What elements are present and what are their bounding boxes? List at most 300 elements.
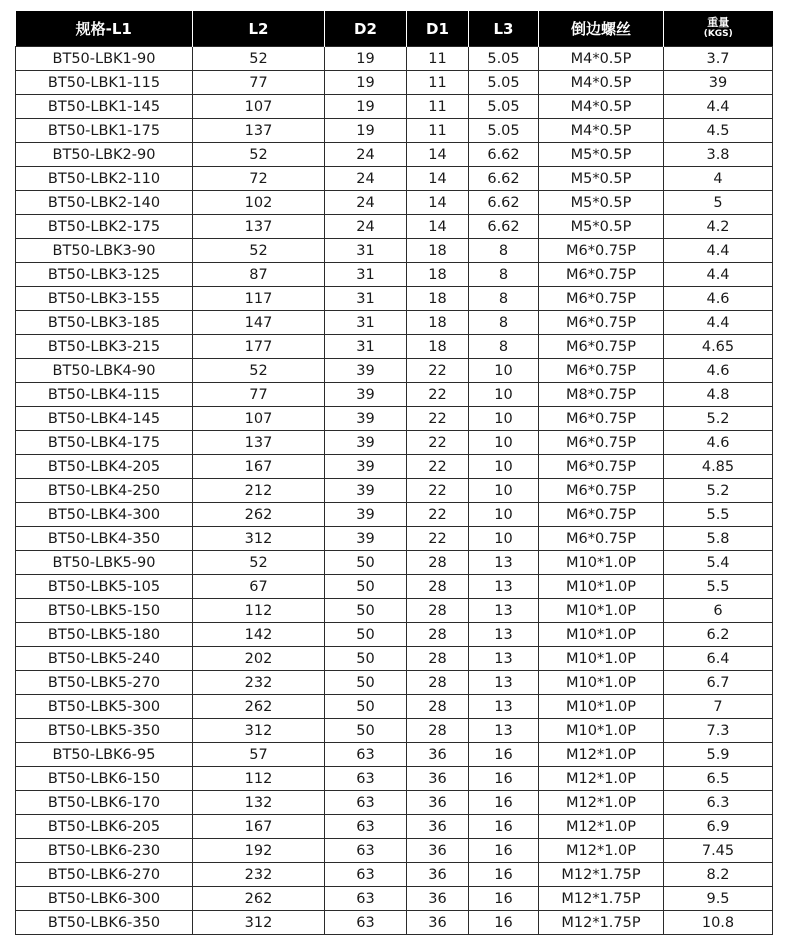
cell-d2: 39 — [325, 527, 407, 551]
cell-screw: M6*0.75P — [539, 311, 664, 335]
cell-d2: 63 — [325, 887, 407, 911]
cell-screw: M5*0.5P — [539, 215, 664, 239]
cell-l2: 52 — [193, 239, 325, 263]
cell-screw: M4*0.5P — [539, 71, 664, 95]
cell-l2: 312 — [193, 911, 325, 935]
cell-l2: 202 — [193, 647, 325, 671]
cell-weight: 39 — [664, 71, 773, 95]
table-row — [16, 527, 773, 551]
table-row — [16, 599, 773, 623]
cell-d1: 22 — [407, 455, 469, 479]
table-row — [16, 47, 773, 71]
cell-d2: 63 — [325, 863, 407, 887]
cell-weight: 10.8 — [664, 911, 773, 935]
header-row — [16, 11, 773, 47]
cell-weight: 5.2 — [664, 407, 773, 431]
cell-d2: 19 — [325, 119, 407, 143]
table-row — [16, 623, 773, 647]
cell-d1: 28 — [407, 719, 469, 743]
cell-weight: 4.8 — [664, 383, 773, 407]
cell-l3: 8 — [469, 335, 539, 359]
cell-model: BT50-LBK4-90 — [16, 359, 193, 383]
cell-d2: 39 — [325, 383, 407, 407]
cell-l3: 13 — [469, 671, 539, 695]
table-row — [16, 263, 773, 287]
cell-screw: M6*0.75P — [539, 335, 664, 359]
cell-l3: 5.05 — [469, 47, 539, 71]
cell-weight: 5.2 — [664, 479, 773, 503]
cell-l3: 16 — [469, 815, 539, 839]
cell-l2: 262 — [193, 887, 325, 911]
cell-d1: 22 — [407, 527, 469, 551]
cell-d1: 18 — [407, 263, 469, 287]
cell-weight: 3.7 — [664, 47, 773, 71]
cell-l2: 232 — [193, 671, 325, 695]
cell-d1: 22 — [407, 383, 469, 407]
cell-weight: 5.4 — [664, 551, 773, 575]
cell-screw: M12*1.0P — [539, 743, 664, 767]
table-row — [16, 647, 773, 671]
cell-d2: 50 — [325, 647, 407, 671]
cell-l3: 8 — [469, 287, 539, 311]
cell-l3: 13 — [469, 719, 539, 743]
cell-screw: M12*1.75P — [539, 863, 664, 887]
cell-screw: M12*1.0P — [539, 839, 664, 863]
cell-model: BT50-LBK6-95 — [16, 743, 193, 767]
table-row — [16, 503, 773, 527]
table-row — [16, 767, 773, 791]
cell-model: BT50-LBK5-270 — [16, 671, 193, 695]
cell-l3: 13 — [469, 599, 539, 623]
cell-weight: 4.85 — [664, 455, 773, 479]
spec-table-container — [15, 11, 772, 935]
cell-d1: 14 — [407, 191, 469, 215]
cell-d2: 63 — [325, 743, 407, 767]
cell-screw: M6*0.75P — [539, 239, 664, 263]
cell-d1: 36 — [407, 791, 469, 815]
cell-d2: 50 — [325, 551, 407, 575]
header-model-l1: 规格-L1 — [16, 11, 193, 47]
cell-d1: 14 — [407, 167, 469, 191]
cell-d2: 19 — [325, 47, 407, 71]
cell-weight: 3.8 — [664, 143, 773, 167]
cell-d1: 28 — [407, 599, 469, 623]
cell-weight: 7.45 — [664, 839, 773, 863]
cell-l3: 8 — [469, 263, 539, 287]
cell-d1: 36 — [407, 911, 469, 935]
cell-weight: 6.5 — [664, 767, 773, 791]
cell-l2: 77 — [193, 71, 325, 95]
table-row — [16, 95, 773, 119]
cell-d1: 22 — [407, 407, 469, 431]
cell-model: BT50-LBK1-145 — [16, 95, 193, 119]
cell-screw: M4*0.5P — [539, 119, 664, 143]
cell-model: BT50-LBK6-300 — [16, 887, 193, 911]
table-row — [16, 287, 773, 311]
cell-l3: 13 — [469, 647, 539, 671]
cell-l3: 16 — [469, 887, 539, 911]
cell-l3: 6.62 — [469, 167, 539, 191]
cell-model: BT50-LBK6-170 — [16, 791, 193, 815]
cell-weight: 4.6 — [664, 431, 773, 455]
cell-l2: 232 — [193, 863, 325, 887]
cell-d2: 31 — [325, 311, 407, 335]
cell-l2: 102 — [193, 191, 325, 215]
cell-d2: 39 — [325, 503, 407, 527]
cell-d2: 50 — [325, 719, 407, 743]
cell-l2: 312 — [193, 527, 325, 551]
cell-l3: 6.62 — [469, 191, 539, 215]
table-row — [16, 863, 773, 887]
table-row — [16, 407, 773, 431]
cell-weight: 8.2 — [664, 863, 773, 887]
table-row — [16, 791, 773, 815]
cell-l3: 13 — [469, 695, 539, 719]
cell-l3: 10 — [469, 479, 539, 503]
cell-l3: 10 — [469, 383, 539, 407]
cell-l2: 167 — [193, 815, 325, 839]
cell-model: BT50-LBK6-230 — [16, 839, 193, 863]
cell-d2: 39 — [325, 431, 407, 455]
cell-model: BT50-LBK4-350 — [16, 527, 193, 551]
cell-l2: 262 — [193, 695, 325, 719]
cell-d1: 36 — [407, 887, 469, 911]
cell-model: BT50-LBK1-115 — [16, 71, 193, 95]
table-row — [16, 671, 773, 695]
cell-model: BT50-LBK2-140 — [16, 191, 193, 215]
cell-d2: 50 — [325, 623, 407, 647]
cell-model: BT50-LBK4-175 — [16, 431, 193, 455]
cell-model: BT50-LBK5-240 — [16, 647, 193, 671]
cell-l3: 10 — [469, 407, 539, 431]
cell-d1: 22 — [407, 359, 469, 383]
cell-l2: 52 — [193, 47, 325, 71]
cell-l2: 72 — [193, 167, 325, 191]
cell-l2: 137 — [193, 431, 325, 455]
cell-l3: 8 — [469, 311, 539, 335]
table-row — [16, 479, 773, 503]
cell-l3: 10 — [469, 359, 539, 383]
header-weight — [664, 11, 773, 47]
table-row — [16, 431, 773, 455]
cell-screw: M6*0.75P — [539, 287, 664, 311]
cell-screw: M12*1.75P — [539, 911, 664, 935]
header-l2: L2 — [193, 11, 325, 47]
cell-d1: 11 — [407, 119, 469, 143]
cell-weight: 6.4 — [664, 647, 773, 671]
cell-l3: 10 — [469, 431, 539, 455]
cell-l2: 137 — [193, 215, 325, 239]
cell-l2: 117 — [193, 287, 325, 311]
cell-model: BT50-LBK5-90 — [16, 551, 193, 575]
cell-l3: 5.05 — [469, 119, 539, 143]
cell-d2: 31 — [325, 287, 407, 311]
cell-d1: 18 — [407, 239, 469, 263]
cell-model: BT50-LBK5-150 — [16, 599, 193, 623]
cell-model: BT50-LBK3-90 — [16, 239, 193, 263]
cell-l3: 8 — [469, 239, 539, 263]
cell-screw: M12*1.0P — [539, 815, 664, 839]
cell-d2: 39 — [325, 359, 407, 383]
cell-weight: 5.5 — [664, 575, 773, 599]
table-row — [16, 575, 773, 599]
cell-l2: 147 — [193, 311, 325, 335]
cell-l2: 107 — [193, 407, 325, 431]
table-row — [16, 311, 773, 335]
cell-l2: 167 — [193, 455, 325, 479]
cell-screw: M10*1.0P — [539, 695, 664, 719]
cell-d1: 22 — [407, 479, 469, 503]
cell-screw: M12*1.0P — [539, 767, 664, 791]
cell-screw: M10*1.0P — [539, 599, 664, 623]
cell-d2: 24 — [325, 167, 407, 191]
cell-screw: M12*1.75P — [539, 887, 664, 911]
cell-model: BT50-LBK1-90 — [16, 47, 193, 71]
cell-l2: 192 — [193, 839, 325, 863]
cell-screw: M5*0.5P — [539, 191, 664, 215]
cell-screw: M5*0.5P — [539, 143, 664, 167]
cell-screw: M8*0.75P — [539, 383, 664, 407]
cell-d2: 63 — [325, 815, 407, 839]
header-d1: D1 — [407, 11, 469, 47]
table-row — [16, 119, 773, 143]
cell-l3: 13 — [469, 623, 539, 647]
cell-l3: 13 — [469, 575, 539, 599]
table-row — [16, 215, 773, 239]
cell-d1: 18 — [407, 335, 469, 359]
cell-l3: 16 — [469, 911, 539, 935]
cell-l2: 77 — [193, 383, 325, 407]
cell-screw: M6*0.75P — [539, 503, 664, 527]
cell-d1: 18 — [407, 287, 469, 311]
table-row — [16, 839, 773, 863]
cell-model: BT50-LBK1-175 — [16, 119, 193, 143]
cell-d1: 28 — [407, 623, 469, 647]
cell-d1: 22 — [407, 431, 469, 455]
cell-d1: 22 — [407, 503, 469, 527]
cell-model: BT50-LBK2-175 — [16, 215, 193, 239]
table-header — [16, 11, 773, 47]
cell-model: BT50-LBK5-350 — [16, 719, 193, 743]
cell-screw: M10*1.0P — [539, 647, 664, 671]
cell-l2: 112 — [193, 767, 325, 791]
cell-d2: 24 — [325, 191, 407, 215]
cell-l2: 142 — [193, 623, 325, 647]
cell-d2: 31 — [325, 335, 407, 359]
cell-l2: 52 — [193, 359, 325, 383]
cell-model: BT50-LBK5-105 — [16, 575, 193, 599]
cell-model: BT50-LBK4-250 — [16, 479, 193, 503]
cell-d2: 63 — [325, 911, 407, 935]
cell-d2: 24 — [325, 143, 407, 167]
cell-d2: 24 — [325, 215, 407, 239]
header-l3: L3 — [469, 11, 539, 47]
cell-l2: 57 — [193, 743, 325, 767]
cell-d2: 39 — [325, 407, 407, 431]
cell-screw: M6*0.75P — [539, 479, 664, 503]
cell-d1: 14 — [407, 215, 469, 239]
cell-screw: M12*1.0P — [539, 791, 664, 815]
cell-weight: 6.9 — [664, 815, 773, 839]
cell-weight: 5.8 — [664, 527, 773, 551]
cell-weight: 7 — [664, 695, 773, 719]
cell-d2: 50 — [325, 671, 407, 695]
cell-l3: 16 — [469, 767, 539, 791]
table-row — [16, 743, 773, 767]
cell-screw: M6*0.75P — [539, 431, 664, 455]
table-row — [16, 911, 773, 935]
header-chamfer-screw: 倒边螺丝 — [539, 11, 664, 47]
cell-d2: 19 — [325, 95, 407, 119]
cell-model: BT50-LBK4-300 — [16, 503, 193, 527]
cell-l3: 16 — [469, 863, 539, 887]
table-row — [16, 551, 773, 575]
cell-screw: M4*0.5P — [539, 47, 664, 71]
cell-l3: 6.62 — [469, 143, 539, 167]
cell-l2: 107 — [193, 95, 325, 119]
cell-l2: 212 — [193, 479, 325, 503]
cell-d1: 36 — [407, 743, 469, 767]
cell-screw: M10*1.0P — [539, 551, 664, 575]
cell-screw: M6*0.75P — [539, 407, 664, 431]
cell-model: BT50-LBK6-150 — [16, 767, 193, 791]
cell-screw: M10*1.0P — [539, 671, 664, 695]
cell-weight: 4.6 — [664, 287, 773, 311]
cell-weight: 6.3 — [664, 791, 773, 815]
cell-weight: 4.4 — [664, 95, 773, 119]
cell-d2: 19 — [325, 71, 407, 95]
cell-screw: M4*0.5P — [539, 95, 664, 119]
cell-l3: 16 — [469, 743, 539, 767]
cell-model: BT50-LBK6-205 — [16, 815, 193, 839]
table-row — [16, 167, 773, 191]
cell-l3: 10 — [469, 503, 539, 527]
cell-d1: 36 — [407, 815, 469, 839]
cell-model: BT50-LBK3-125 — [16, 263, 193, 287]
cell-weight: 4.4 — [664, 263, 773, 287]
cell-screw: M6*0.75P — [539, 527, 664, 551]
cell-screw: M10*1.0P — [539, 623, 664, 647]
cell-model: BT50-LBK2-90 — [16, 143, 193, 167]
table-row — [16, 719, 773, 743]
cell-d1: 18 — [407, 311, 469, 335]
cell-l3: 5.05 — [469, 71, 539, 95]
cell-d1: 11 — [407, 95, 469, 119]
header-weight-label: 重量 — [707, 16, 730, 29]
cell-weight: 5 — [664, 191, 773, 215]
cell-l3: 16 — [469, 791, 539, 815]
cell-d2: 31 — [325, 263, 407, 287]
cell-d1: 28 — [407, 575, 469, 599]
cell-l3: 5.05 — [469, 95, 539, 119]
table-row — [16, 191, 773, 215]
cell-model: BT50-LBK3-215 — [16, 335, 193, 359]
cell-weight: 6.7 — [664, 671, 773, 695]
table-row — [16, 239, 773, 263]
cell-l2: 52 — [193, 143, 325, 167]
table-row — [16, 695, 773, 719]
cell-d2: 31 — [325, 239, 407, 263]
cell-d1: 36 — [407, 767, 469, 791]
table-row — [16, 335, 773, 359]
cell-weight: 4.65 — [664, 335, 773, 359]
cell-model: BT50-LBK6-350 — [16, 911, 193, 935]
cell-model: BT50-LBK3-185 — [16, 311, 193, 335]
table-row — [16, 71, 773, 95]
cell-screw: M6*0.75P — [539, 455, 664, 479]
cell-d1: 11 — [407, 71, 469, 95]
cell-d2: 63 — [325, 839, 407, 863]
table-row — [16, 887, 773, 911]
cell-l3: 16 — [469, 839, 539, 863]
table-row — [16, 383, 773, 407]
spec-table — [15, 11, 773, 935]
cell-model: BT50-LBK2-110 — [16, 167, 193, 191]
cell-weight: 6 — [664, 599, 773, 623]
cell-d2: 63 — [325, 791, 407, 815]
table-body — [16, 47, 773, 935]
cell-weight: 9.5 — [664, 887, 773, 911]
cell-l2: 67 — [193, 575, 325, 599]
cell-l2: 112 — [193, 599, 325, 623]
cell-screw: M6*0.75P — [539, 263, 664, 287]
table-row — [16, 359, 773, 383]
header-weight-unit: (KGS) — [703, 29, 733, 39]
cell-l2: 137 — [193, 119, 325, 143]
cell-l3: 13 — [469, 551, 539, 575]
cell-weight: 4.6 — [664, 359, 773, 383]
cell-weight: 4.4 — [664, 239, 773, 263]
table-row — [16, 143, 773, 167]
cell-weight: 5.9 — [664, 743, 773, 767]
cell-d1: 28 — [407, 671, 469, 695]
cell-model: BT50-LBK5-180 — [16, 623, 193, 647]
cell-d1: 28 — [407, 551, 469, 575]
cell-model: BT50-LBK3-155 — [16, 287, 193, 311]
cell-d1: 36 — [407, 839, 469, 863]
cell-model: BT50-LBK5-300 — [16, 695, 193, 719]
cell-l2: 312 — [193, 719, 325, 743]
cell-weight: 7.3 — [664, 719, 773, 743]
cell-d1: 36 — [407, 863, 469, 887]
cell-l3: 6.62 — [469, 215, 539, 239]
cell-model: BT50-LBK4-205 — [16, 455, 193, 479]
cell-weight: 4.5 — [664, 119, 773, 143]
cell-model: BT50-LBK6-270 — [16, 863, 193, 887]
cell-d2: 50 — [325, 695, 407, 719]
cell-d1: 28 — [407, 695, 469, 719]
cell-weight: 6.2 — [664, 623, 773, 647]
cell-d1: 28 — [407, 647, 469, 671]
cell-d2: 50 — [325, 599, 407, 623]
cell-screw: M5*0.5P — [539, 167, 664, 191]
cell-weight: 4.2 — [664, 215, 773, 239]
cell-d2: 63 — [325, 767, 407, 791]
cell-l3: 10 — [469, 455, 539, 479]
cell-weight: 5.5 — [664, 503, 773, 527]
cell-model: BT50-LBK4-145 — [16, 407, 193, 431]
table-row — [16, 815, 773, 839]
cell-screw: M6*0.75P — [539, 359, 664, 383]
cell-d1: 11 — [407, 47, 469, 71]
cell-screw: M10*1.0P — [539, 719, 664, 743]
header-d2: D2 — [325, 11, 407, 47]
cell-l2: 132 — [193, 791, 325, 815]
cell-model: BT50-LBK4-115 — [16, 383, 193, 407]
cell-d2: 50 — [325, 575, 407, 599]
cell-screw: M10*1.0P — [539, 575, 664, 599]
cell-weight: 4 — [664, 167, 773, 191]
